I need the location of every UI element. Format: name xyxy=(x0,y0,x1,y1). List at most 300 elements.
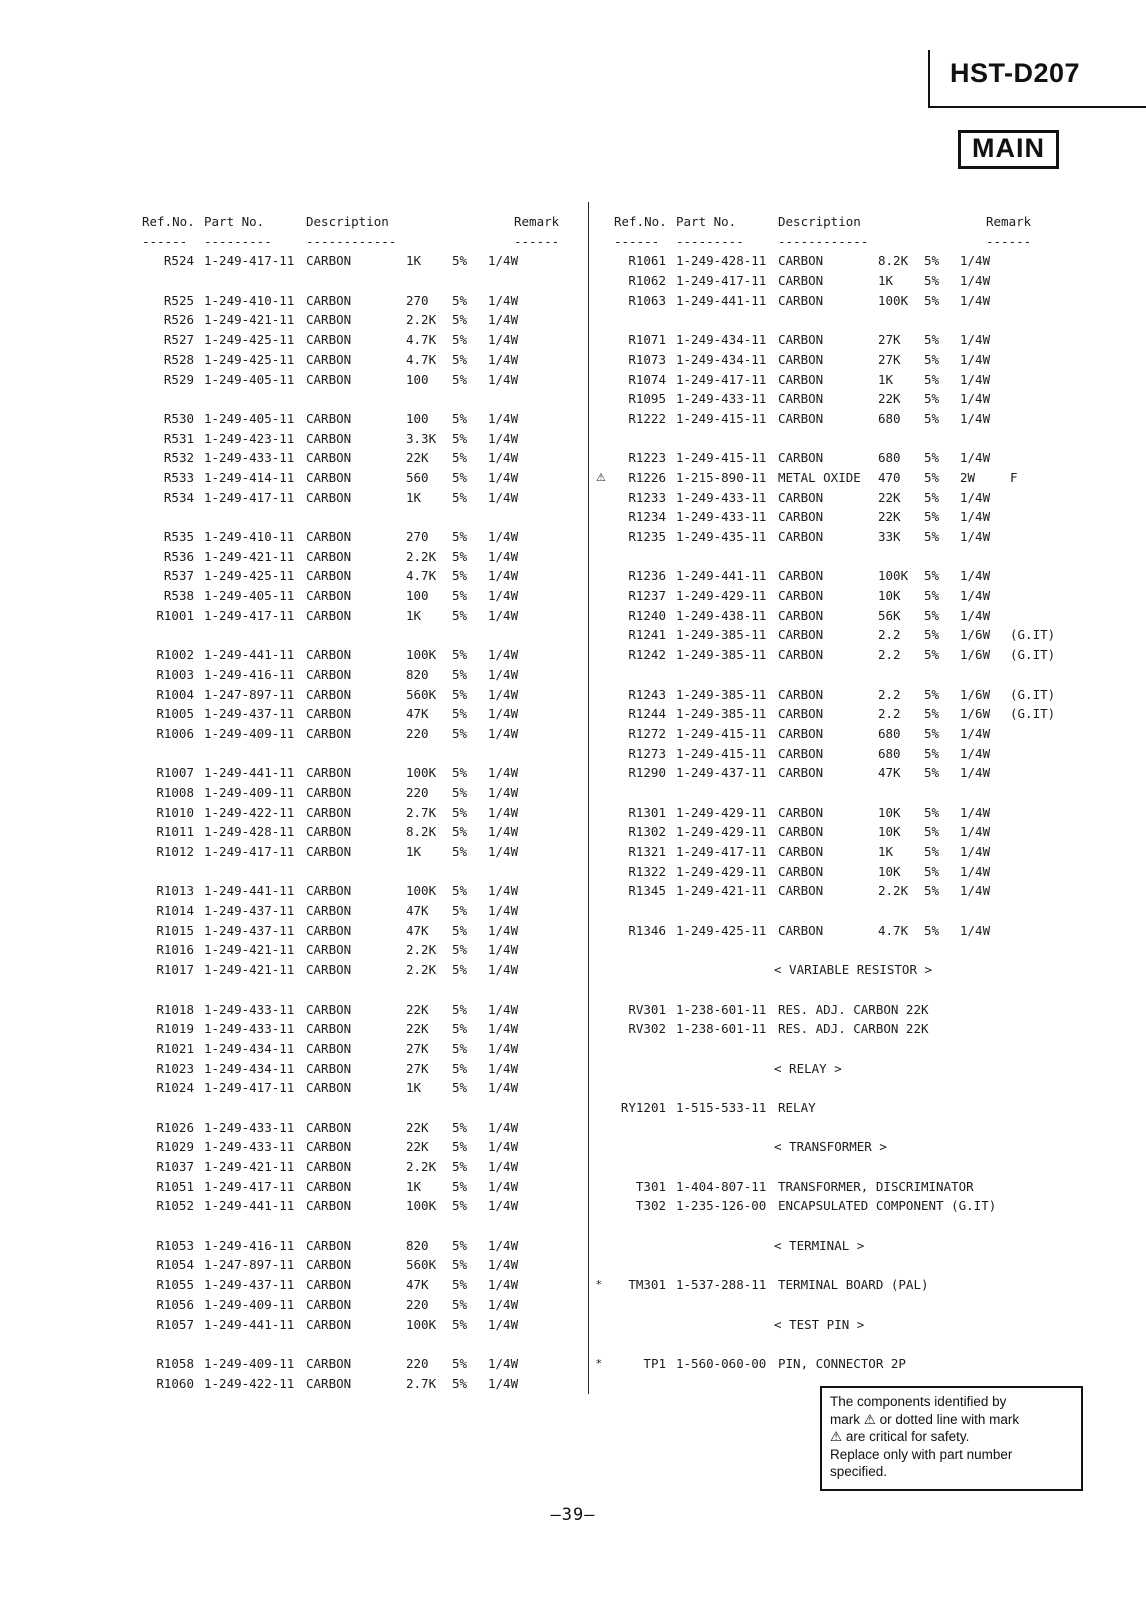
col-header-remark: Remark xyxy=(514,214,560,229)
remark-note xyxy=(538,1157,586,1177)
model-number: HST-D207 xyxy=(950,58,1081,88)
part-no: 1-249-405-11 xyxy=(204,371,295,387)
ref-no: R1095 xyxy=(628,391,666,407)
value: 2.7K xyxy=(406,804,437,820)
table-row xyxy=(124,1315,586,1335)
part-no: 1-249-385-11 xyxy=(676,706,767,722)
safety-note xyxy=(820,1386,1083,1491)
tolerance: 5% xyxy=(452,824,468,840)
col-header-part: Part No. xyxy=(676,214,737,229)
ref-no: R530 xyxy=(163,410,194,426)
wattage: 1/4W xyxy=(488,489,519,505)
tolerance: 5% xyxy=(452,489,468,505)
tolerance: 5% xyxy=(452,1277,468,1293)
ref-no: R1018 xyxy=(156,1001,194,1017)
table-row xyxy=(596,822,1144,842)
wattage: 1/4W xyxy=(960,922,991,938)
remark-note: (G.IT) xyxy=(1010,706,1056,722)
table-row xyxy=(124,310,586,330)
value: 100 xyxy=(406,410,429,426)
remark-note xyxy=(538,842,586,862)
part-no: 1-249-417-11 xyxy=(676,844,767,859)
part-no: 1-249-428-11 xyxy=(676,253,767,269)
remark-note: F xyxy=(1010,469,1018,485)
ref-no: R1056 xyxy=(156,1296,194,1312)
table-row xyxy=(124,685,586,705)
table-row xyxy=(124,921,586,941)
part-no: 1-249-425-11 xyxy=(204,332,295,348)
description: CARBON xyxy=(306,1296,352,1312)
ref-no: R1322 xyxy=(628,863,666,879)
part-no: 1-249-437-11 xyxy=(204,1277,295,1293)
table-row xyxy=(596,685,1144,705)
wattage: 1/4W xyxy=(488,784,519,800)
part-no: 1-249-409-11 xyxy=(204,784,295,800)
part-no: 1-249-405-11 xyxy=(204,410,295,426)
column-divider xyxy=(588,202,589,1394)
value: 100K xyxy=(878,568,909,584)
tolerance: 5% xyxy=(924,745,940,761)
description: CARBON xyxy=(306,1198,352,1214)
table-row xyxy=(124,724,586,744)
remark-note xyxy=(538,1354,586,1374)
blank-row xyxy=(596,310,1144,330)
value: 220 xyxy=(406,1296,429,1312)
description: RES. ADJ. CARBON 22K xyxy=(778,1021,929,1037)
value: 10K xyxy=(878,804,901,820)
ref-no: R1017 xyxy=(156,962,194,978)
tolerance: 5% xyxy=(452,804,468,820)
part-no: 1-249-441-11 xyxy=(676,568,767,584)
ref-no: T301 xyxy=(635,1178,666,1194)
value: 1K xyxy=(878,273,894,289)
value: 22K xyxy=(406,450,429,466)
remark-note xyxy=(538,960,586,980)
ref-no: R529 xyxy=(163,371,194,387)
tolerance: 5% xyxy=(452,1159,468,1174)
ref-no: R1321 xyxy=(628,844,666,859)
wattage: 1/4W xyxy=(960,509,991,525)
tolerance: 5% xyxy=(452,1139,468,1155)
blank-row xyxy=(596,1255,1144,1275)
tolerance: 5% xyxy=(452,312,468,328)
ref-no: R1061 xyxy=(628,253,666,269)
ref-no: R1006 xyxy=(156,725,194,741)
remark-note xyxy=(1010,803,1144,823)
remark-note xyxy=(538,488,586,508)
part-no: 1-249-437-11 xyxy=(676,765,767,781)
table-row xyxy=(124,1196,586,1216)
wattage: 1/4W xyxy=(488,962,519,978)
tolerance: 5% xyxy=(452,1001,468,1017)
value: 220 xyxy=(406,1355,429,1371)
remark-note xyxy=(538,704,586,724)
part-no: 1-249-423-11 xyxy=(204,430,295,446)
ref-no: R1052 xyxy=(156,1198,194,1214)
remark-note xyxy=(1010,350,1144,370)
part-no: 1-249-422-11 xyxy=(204,1375,295,1391)
col-header-remark: Remark xyxy=(986,214,1032,229)
value: 10K xyxy=(878,588,901,604)
table-row xyxy=(124,1354,586,1374)
value: 4.7K xyxy=(406,351,437,367)
table-row xyxy=(596,1275,1144,1295)
wattage: 1/6W xyxy=(960,706,991,722)
description: CARBON xyxy=(306,568,352,584)
value: 4.7K xyxy=(406,332,437,348)
tolerance: 5% xyxy=(452,292,468,308)
value: 47K xyxy=(406,1277,429,1293)
ref-no: R1007 xyxy=(156,765,194,781)
remark-note xyxy=(538,409,586,429)
remark-note xyxy=(538,1275,586,1295)
wattage: 1/4W xyxy=(488,844,519,859)
tolerance: 5% xyxy=(452,1198,468,1214)
ref-no: R538 xyxy=(163,588,194,604)
part-no: 1-249-417-11 xyxy=(676,273,767,289)
table-row xyxy=(596,921,1144,941)
part-no: 1-249-421-11 xyxy=(204,548,295,564)
description: CARBON xyxy=(306,1040,352,1056)
value: 27K xyxy=(406,1060,429,1076)
ref-no: R1222 xyxy=(628,410,666,426)
safety-note-line: specified. xyxy=(830,1464,888,1479)
wattage: 1/4W xyxy=(488,1060,519,1076)
value: 1K xyxy=(406,253,422,269)
col-header-desc: Description xyxy=(778,214,861,229)
wattage: 1/4W xyxy=(488,942,519,958)
description: CARBON xyxy=(306,469,352,485)
value: 27K xyxy=(406,1040,429,1056)
blank-row xyxy=(596,1157,1144,1177)
ref-no: R1012 xyxy=(156,844,194,859)
wattage: 1/4W xyxy=(960,745,991,761)
remark-note xyxy=(538,468,586,488)
description: CARBON xyxy=(306,725,352,741)
value: 47K xyxy=(406,922,429,938)
description: CARBON xyxy=(778,844,824,859)
description: RES. ADJ. CARBON 22K xyxy=(778,1001,929,1017)
remark-note xyxy=(538,1039,586,1059)
tolerance: 5% xyxy=(924,273,940,289)
part-no: 1-249-429-11 xyxy=(676,804,767,820)
description: CARBON xyxy=(306,312,352,328)
part-no: 1-404-807-11 xyxy=(676,1178,767,1194)
table-row xyxy=(596,704,1144,724)
tolerance: 5% xyxy=(452,706,468,722)
part-no: 1-249-417-11 xyxy=(204,1080,295,1096)
description: CARBON xyxy=(306,942,352,958)
value: 10K xyxy=(878,824,901,840)
value: 100K xyxy=(878,292,909,308)
blank-row xyxy=(596,429,1144,449)
blank-row xyxy=(124,625,586,645)
warning-triangle-icon: ⚠ xyxy=(596,470,606,484)
value: 47K xyxy=(406,706,429,722)
wattage: 1/4W xyxy=(488,1080,519,1096)
section-header-row xyxy=(596,1137,1144,1157)
tolerance: 5% xyxy=(924,765,940,781)
table-row xyxy=(596,645,1144,665)
tolerance: 5% xyxy=(452,588,468,604)
tolerance: 5% xyxy=(452,253,468,269)
tolerance: 5% xyxy=(452,410,468,426)
blank-row xyxy=(596,1216,1144,1236)
value: 2.2 xyxy=(878,686,901,702)
tolerance: 5% xyxy=(924,607,940,623)
wattage: 1/4W xyxy=(488,1316,519,1332)
part-no: 1-560-060-00 xyxy=(676,1355,767,1371)
wattage: 1/4W xyxy=(488,371,519,387)
remark-note xyxy=(1010,842,1144,862)
value: 2.2K xyxy=(878,883,909,899)
table-header-row xyxy=(124,212,586,232)
description: TRANSFORMER, DISCRIMINATOR xyxy=(778,1178,974,1194)
value: 22K xyxy=(878,509,901,525)
description: CARBON xyxy=(306,1080,352,1096)
wattage: 1/4W xyxy=(960,292,991,308)
section-header-row xyxy=(596,1059,1144,1079)
col-header-ref: Ref.No. xyxy=(142,214,195,229)
wattage: 1/6W xyxy=(960,627,991,643)
part-no: 1-249-417-11 xyxy=(204,844,295,859)
part-no: 1-249-405-11 xyxy=(204,588,295,604)
blank-row xyxy=(596,1334,1144,1354)
description: CARBON xyxy=(778,568,824,584)
value: 1K xyxy=(878,844,894,859)
wattage: 1/4W xyxy=(960,804,991,820)
table-row xyxy=(124,940,586,960)
description: CARBON xyxy=(778,647,824,663)
description: CARBON xyxy=(306,371,352,387)
ref-no: R1273 xyxy=(628,745,666,761)
part-no: 1-249-433-11 xyxy=(676,509,767,525)
part-no: 1-249-415-11 xyxy=(676,725,767,741)
part-no: 1-249-425-11 xyxy=(204,351,295,367)
description: CARBON xyxy=(306,824,352,840)
ref-no: R1002 xyxy=(156,647,194,663)
description: CARBON xyxy=(778,588,824,604)
wattage: 1/4W xyxy=(488,725,519,741)
part-no: 1-235-126-00 xyxy=(676,1198,767,1214)
tolerance: 5% xyxy=(452,942,468,958)
value: 1K xyxy=(406,1080,422,1096)
description: CARBON xyxy=(778,509,824,525)
value: 1K xyxy=(406,1178,422,1194)
part-no: 1-249-437-11 xyxy=(204,922,295,938)
blank-row xyxy=(596,901,1144,921)
description: CARBON xyxy=(306,1139,352,1155)
description: CARBON xyxy=(306,430,352,446)
description: CARBON xyxy=(778,410,824,426)
table-row xyxy=(124,1177,586,1197)
part-no: 1-247-897-11 xyxy=(204,1257,295,1273)
value: 22K xyxy=(406,1021,429,1037)
table-row xyxy=(596,1000,1144,1020)
ref-no: R1026 xyxy=(156,1119,194,1135)
ref-no: R1244 xyxy=(628,706,666,722)
part-no: 1-249-421-11 xyxy=(204,942,295,958)
remark-note xyxy=(1010,370,1144,390)
description: CARBON xyxy=(306,489,352,505)
remark-note xyxy=(538,940,586,960)
wattage: 1/4W xyxy=(960,332,991,348)
table-row xyxy=(124,783,586,803)
remark-note xyxy=(1010,448,1144,468)
description: CARBON xyxy=(306,883,352,899)
blank-row xyxy=(124,1098,586,1118)
value: 22K xyxy=(406,1119,429,1135)
table-row xyxy=(596,488,1144,508)
ref-no: R1021 xyxy=(156,1040,194,1056)
description: CARBON xyxy=(778,332,824,348)
tolerance: 5% xyxy=(452,1080,468,1096)
value: 1K xyxy=(878,371,894,387)
wattage: 1/4W xyxy=(488,430,519,446)
table-row xyxy=(124,409,586,429)
ref-no: R1001 xyxy=(156,607,194,623)
remark-note xyxy=(538,724,586,744)
wattage: 1/4W xyxy=(488,1178,519,1194)
remark-note xyxy=(1010,488,1144,508)
tolerance: 5% xyxy=(452,1296,468,1312)
table-row xyxy=(124,822,586,842)
tolerance: 5% xyxy=(924,627,940,643)
col-header-ref: Ref.No. xyxy=(614,214,667,229)
value: 3.3K xyxy=(406,430,437,446)
table-row xyxy=(596,251,1144,271)
blank-row xyxy=(596,1078,1144,1098)
tolerance: 5% xyxy=(924,824,940,840)
description: CARBON xyxy=(778,745,824,761)
value: 220 xyxy=(406,784,429,800)
value: 560K xyxy=(406,1257,437,1273)
wattage: 1/4W xyxy=(960,489,991,505)
part-no: 1-249-434-11 xyxy=(676,351,767,367)
description: CARBON xyxy=(778,804,824,820)
value: 100K xyxy=(406,883,437,899)
part-no: 1-238-601-11 xyxy=(676,1001,767,1017)
part-no: 1-249-428-11 xyxy=(204,824,295,840)
table-row xyxy=(124,1157,586,1177)
part-no: 1-249-433-11 xyxy=(204,1021,295,1037)
tolerance: 5% xyxy=(924,509,940,525)
ref-no: TM301 xyxy=(628,1277,666,1293)
blank-row xyxy=(124,1334,586,1354)
part-no: 1-249-417-11 xyxy=(204,489,295,505)
part-no: 1-215-890-11 xyxy=(676,469,767,485)
description: CARBON xyxy=(306,588,352,604)
description: CARBON xyxy=(306,686,352,702)
wattage: 1/4W xyxy=(488,1237,519,1253)
value: 680 xyxy=(878,410,901,426)
value: 680 xyxy=(878,450,901,466)
part-no: 1-249-409-11 xyxy=(204,725,295,741)
remark-note xyxy=(538,1137,586,1157)
ref-no: R1015 xyxy=(156,922,194,938)
tolerance: 5% xyxy=(452,1178,468,1194)
ref-no: R1024 xyxy=(156,1080,194,1096)
description: CARBON xyxy=(306,1159,352,1174)
description: TERMINAL BOARD (PAL) xyxy=(778,1277,929,1293)
value: 47K xyxy=(878,765,901,781)
description: CARBON xyxy=(778,765,824,781)
part-no: 1-249-417-11 xyxy=(204,253,295,269)
description: METAL OXIDE xyxy=(778,469,861,485)
table-row xyxy=(596,1098,1144,1118)
wattage: 1/4W xyxy=(488,1198,519,1214)
value: 27K xyxy=(878,332,901,348)
tolerance: 5% xyxy=(924,647,940,663)
wattage: 1/4W xyxy=(960,883,991,899)
value: 2.2K xyxy=(406,312,437,328)
remark-note xyxy=(538,547,586,567)
wattage: 1/4W xyxy=(488,1277,519,1293)
table-row xyxy=(124,291,586,311)
table-header-underline-row xyxy=(596,232,1144,252)
part-no: 1-249-417-11 xyxy=(204,607,295,623)
value: 22K xyxy=(878,489,901,505)
description: CARBON xyxy=(306,529,352,544)
ref-no: R534 xyxy=(163,489,194,505)
table-header-row xyxy=(596,212,1144,232)
value: 270 xyxy=(406,529,429,544)
col-underline-desc: ------------ xyxy=(778,233,869,249)
tolerance: 5% xyxy=(452,332,468,348)
table-row xyxy=(124,527,586,547)
tolerance: 5% xyxy=(924,883,940,899)
remark-note xyxy=(1010,763,1144,783)
table-row xyxy=(124,1059,586,1079)
description: CARBON xyxy=(306,548,352,564)
tolerance: 5% xyxy=(924,253,940,269)
value: 22K xyxy=(878,391,901,407)
remark-note xyxy=(538,1315,586,1335)
part-no: 1-249-414-11 xyxy=(204,469,295,485)
col-underline-part: --------- xyxy=(204,233,272,249)
table-row xyxy=(124,1118,586,1138)
description: PIN, CONNECTOR 2P xyxy=(778,1355,906,1371)
table-row xyxy=(124,350,586,370)
value: 1K xyxy=(406,489,422,505)
ref-no: R1233 xyxy=(628,489,666,505)
remark-note xyxy=(538,645,586,665)
remark-note xyxy=(538,1078,586,1098)
remark-note xyxy=(538,429,586,449)
ref-no: R1058 xyxy=(156,1355,194,1371)
tolerance: 5% xyxy=(452,371,468,387)
col-header-part: Part No. xyxy=(204,214,265,229)
ref-no: T302 xyxy=(635,1198,666,1214)
tolerance: 5% xyxy=(452,647,468,663)
description: CARBON xyxy=(306,647,352,663)
wattage: 1/4W xyxy=(488,824,519,840)
table-row xyxy=(596,468,1144,488)
part-no: 1-249-441-11 xyxy=(204,1316,295,1332)
tolerance: 5% xyxy=(452,1355,468,1371)
ref-no: R1010 xyxy=(156,804,194,820)
part-no: 1-249-429-11 xyxy=(676,588,767,604)
table-row xyxy=(124,1137,586,1157)
value: 2.2K xyxy=(406,942,437,958)
wattage: 1/4W xyxy=(960,410,991,426)
remark-note xyxy=(1010,822,1144,842)
table-row xyxy=(596,1196,1144,1216)
tolerance: 5% xyxy=(452,903,468,919)
wattage: 1/4W xyxy=(488,351,519,367)
table-row xyxy=(596,389,1144,409)
description: CARBON xyxy=(778,450,824,466)
